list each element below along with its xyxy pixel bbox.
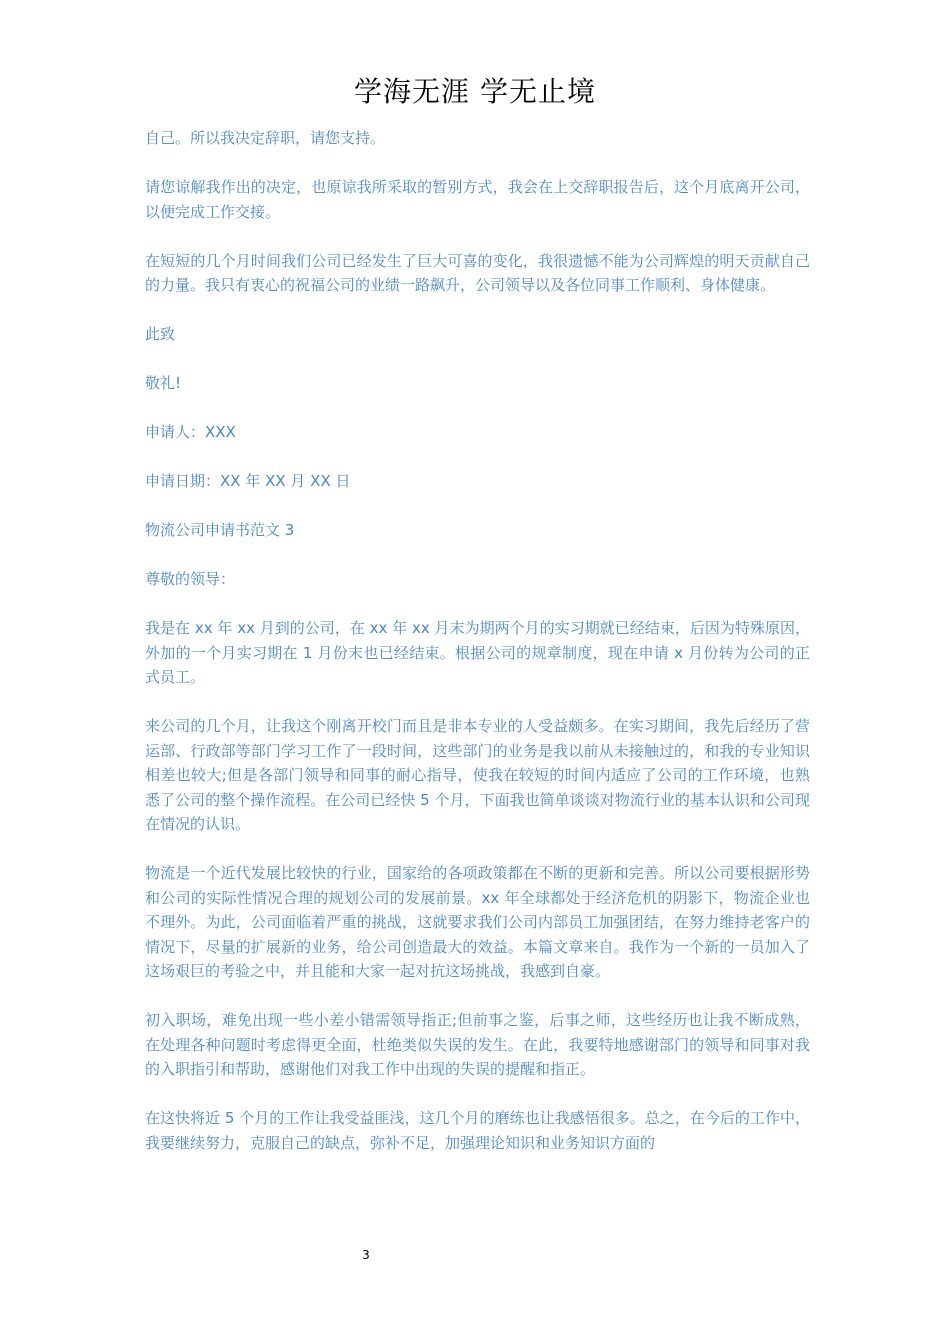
paragraph-3: 在短短的几个月时间我们公司已经发生了巨大可喜的变化，我很遗憾不能为公司辉煌的明天贡献自己的力量。我只有衷心的祝福公司的业绩一路飙升，公司领导以及各位同事工作顺利、身体健康。 (145, 251, 810, 294)
paragraph-intro: 我是在 xx 年 xx 月到的公司，在 xx 年 xx 月末为期两个月的实习期就已经结束，后因为特殊原因，外加的一个月实习期在 1 月份末也已经结束。根据公司的规章制度，现在申请 x 月份转为公司的正式员工。 (145, 619, 810, 686)
document-body (145, 126, 810, 1180)
closing-regards: 敬礼! (145, 374, 182, 392)
page-number: 3 (362, 1248, 370, 1262)
paragraph-experience: 来公司的几个月，让我这个刚离开校门而且是非本专业的人受益颇多。在实习期间，我先后经历了营运部、行政部等部门学习工作了一段时间，这些部门的业务是我以前从未接触过的，和我的专业知识相差也较大;但是各部门领导和同事的耐心指导，使我在较短的时间内适应了公司的工作环境，也熟悉了公司的整个操作流程。在公司已经快 5 个月，下面我也简单谈谈对物流行业的基本认识和公司现在情况的认识。 (145, 717, 810, 833)
applicant-line: 申请人：XXX (145, 423, 236, 441)
paragraph-gratitude: 初入职场，难免出现一些小差小错需领导指正;但前事之鉴，后事之师，这些经历也让我不断成熟，在处理各种问题时考虑得更全面，杜绝类似失误的发生。在此，我要特地感谢部门的领导和同事对我的入职指引和帮助，感谢他们对我工作中出现的失误的提醒和指正。 (145, 1011, 810, 1078)
closing-salutation: 此致 (145, 325, 176, 343)
section-title: 物流公司申请书范文 3 (145, 521, 295, 539)
paragraph-summary: 在这快将近 5 个月的工作让我受益匪浅，这几个月的磨练也让我感悟很多。总之，在今后的工作中，我要继续努力，克服自己的缺点，弥补不足，加强理论知识和业务知识方面的 (145, 1109, 810, 1152)
paragraph-1: 自己。所以我决定辞职，请您支持。 (145, 129, 386, 147)
paragraph-2: 请您谅解我作出的决定，也原谅我所采取的暂别方式，我会在上交辞职报告后，这个月底离开公司，以便完成工作交接。 (145, 178, 810, 221)
greeting: 尊敬的领导： (145, 570, 236, 588)
application-date-line: 申请日期：XX 年 XX 月 XX 日 (145, 472, 351, 490)
paragraph-industry: 物流是一个近代发展比较快的行业，国家给的各项政策都在不断的更新和完善。所以公司要根据形势和公司的实际性情况合理的规划公司的发展前景。xx 年全球都处于经济危机的阴影下，物流企业也不理外。为此，公司面临着严重的挑战，这就要求我们公司内部员工加强团结，在努力维持老客户的情况下，尽量的扩展新的业务，给公司创造最大的效益。本篇文章来自。我作为一个新的一员加入了这场艰巨的考验之中，并且能和大家一起对抗这场挑战，我感到自豪。 (145, 864, 810, 980)
page-header-title: 学海无涯 学无止境 (354, 75, 596, 108)
